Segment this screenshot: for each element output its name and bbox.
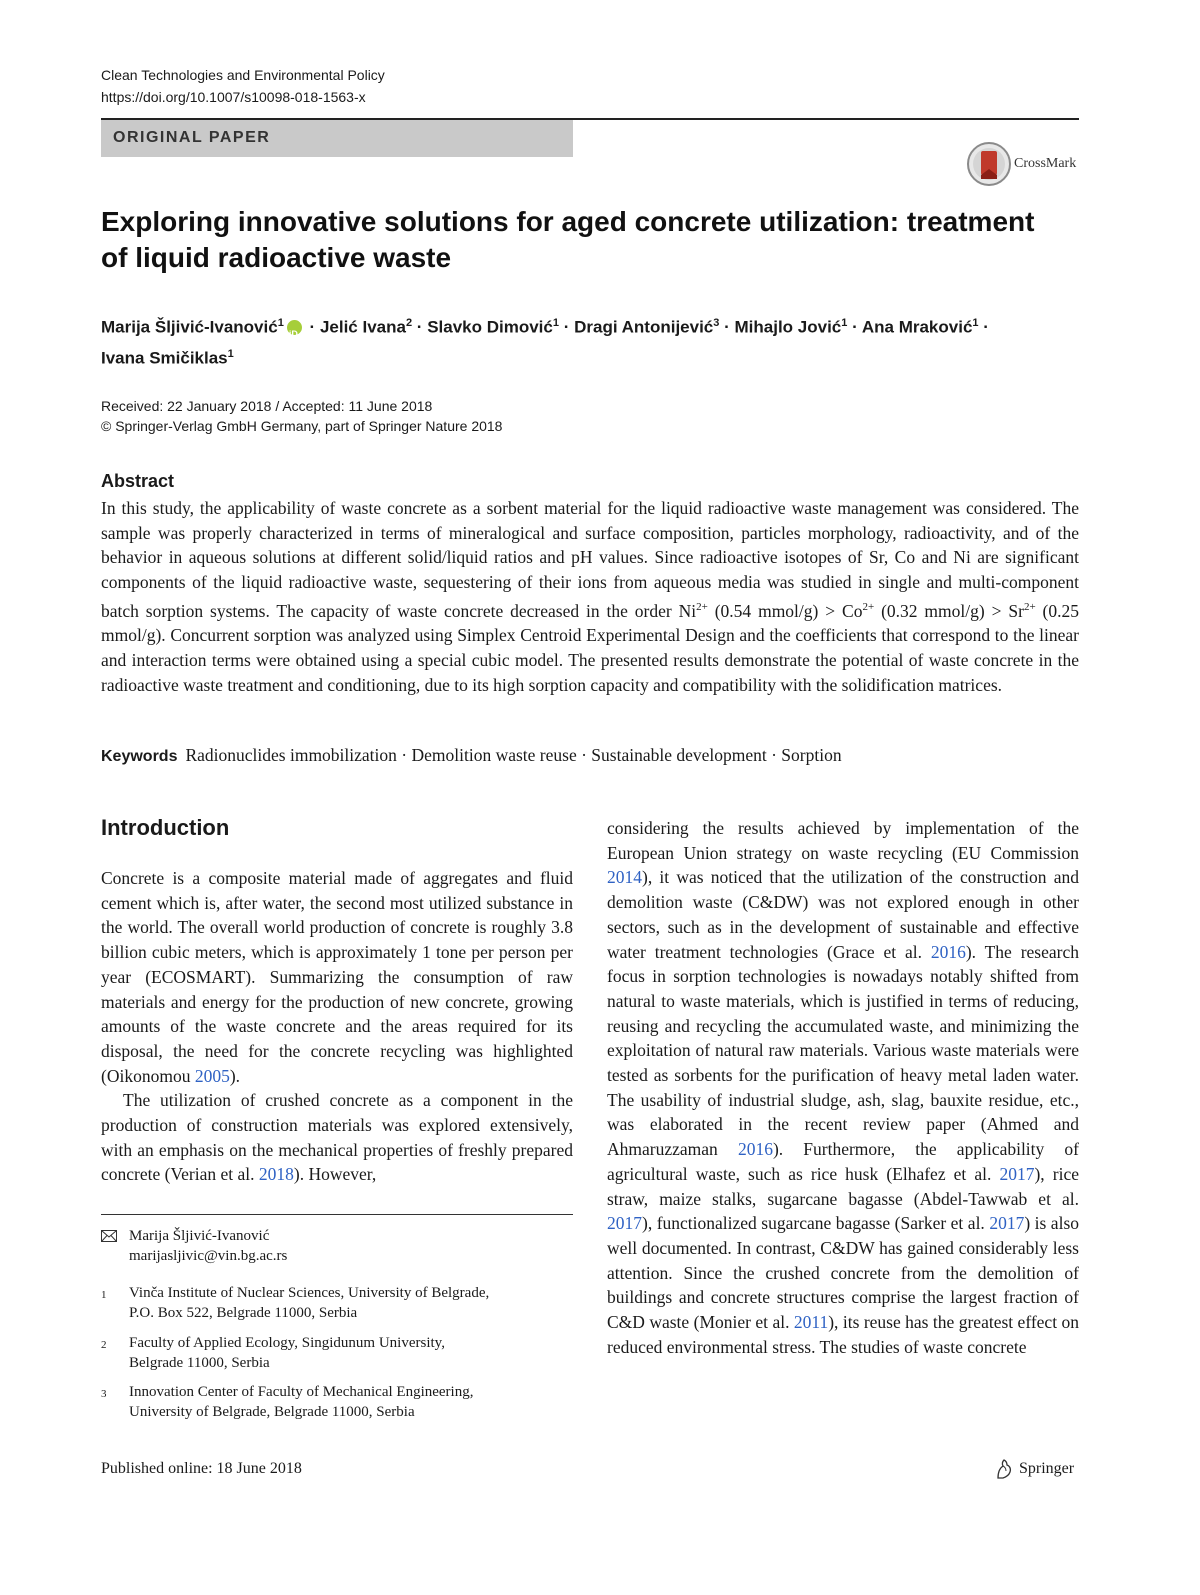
- orcid-icon[interactable]: [287, 320, 302, 335]
- intro-right-column: [607, 816, 1079, 1359]
- author-separator: ·: [558, 317, 575, 337]
- citation-link[interactable]: 2017: [989, 1213, 1025, 1234]
- copyright: © Springer-Verlag GmbH Germany, part of Springer Nature 2018: [101, 418, 503, 434]
- author-separator: ·: [304, 317, 320, 337]
- author-affiliation-mark: 3: [713, 317, 720, 329]
- abstract-text: In this study, the applicability of waste concrete as a sorbent material for the liquid radioactive waste management was considered. The sample was properly characterized in terms of mineralogical and surface composition, particles morphology, radioactivity, and of the behavior in aqueous solutions at different solid/liquid ratios and pH values. Since radioactive isotopes of Sr, Co and Ni are significant components of the liquid radioactive waste, sequestering of their ions from aqueous media was studied in single and multi-component batch sorption systems. The capacity of waste concrete decreased in the order $Ni^{2+}$ (0.54 mmol/g) > $Co^{2+}$ (0.32 mmol/g) > $Sr^{2+}$ (0.25 mmol/g). Concurrent sorption was analyzed using Simplex Centroid Experimental Design and the coefficients that correspond to the linear and interaction terms were obtained using a special cubic model. The presented results demonstrate the potential of waste concrete in the radioactive waste treatment and conditioning, due to its high sorption capacity and compatibility with the solidification matrices.: [101, 498, 1080, 695]
- author-name[interactable]: Mihajlo Jović: [734, 317, 842, 337]
- author-separator: ·: [978, 317, 989, 337]
- received-accepted: Received: 22 January 2018 / Accepted: 11 June 2018: [101, 398, 433, 414]
- springer-logo: [994, 1458, 1084, 1482]
- author-affiliation-mark: 1: [552, 317, 559, 329]
- author-affiliation-mark: 1: [841, 317, 848, 329]
- keywords-label: Keywords: [101, 748, 178, 765]
- author-name[interactable]: Jelić Ivana: [319, 317, 406, 337]
- author-affiliation-mark: 1: [972, 317, 979, 329]
- author-separator: ·: [847, 317, 862, 337]
- doi-link[interactable]: https://doi.org/10.1007/s10098-018-1563-x: [101, 89, 366, 105]
- author-name[interactable]: Slavko Dimović: [427, 317, 553, 337]
- contact-email[interactable]: marijasljivic@vin.bg.ac.rs: [129, 1248, 288, 1264]
- citation-link[interactable]: 2016: [737, 1139, 773, 1160]
- author-name[interactable]: Ivana Smičiklas: [101, 348, 228, 368]
- publisher-name: Springer: [1019, 1460, 1075, 1477]
- author-name[interactable]: Ana Mraković: [861, 317, 973, 337]
- intro-left-column: [101, 866, 573, 1187]
- citation-link[interactable]: 2016: [930, 941, 966, 962]
- citation-link[interactable]: 2011: [793, 1312, 829, 1333]
- affiliation-2: 2 Faculty of Applied Ecology, Singidunum University, Belgrade 11000, Serbia: [101, 1335, 445, 1371]
- affiliation-1: 1 Vinča Institute of Nuclear Sciences, University of Belgrade, P.O. Box 522, Belgrade 11000, Serbia: [101, 1285, 490, 1321]
- author-name[interactable]: Marija Šljivić-Ivanović: [101, 317, 278, 337]
- author-affiliation-mark: 2: [405, 317, 413, 329]
- keywords: [101, 743, 1079, 769]
- published-date: Published online: 18 June 2018: [101, 1460, 302, 1477]
- abstract-heading: Abstract: [101, 471, 175, 491]
- author-affiliation-mark: 1: [277, 317, 284, 329]
- corresponding-author: [101, 1226, 573, 1268]
- intro-paragraph-2: The utilization of crushed concrete as a component in the production of construction materials was explored extensively, with an emphasis on the mechanical properties of freshly prepared concrete (Verian et al. 2018). However,: [101, 1090, 573, 1185]
- author-name[interactable]: Dragi Antonijević: [574, 317, 714, 337]
- crossmark-icon: [966, 141, 1012, 187]
- paper-title: Exploring innovative solutions for aged concrete utilization: treatment of liquid radioactive waste: [101, 206, 1035, 273]
- keywords-text: Radionuclides immobilization · Demolition waste reuse · Sustainable development · Sorption: [185, 745, 842, 765]
- author-separator: ·: [412, 317, 428, 337]
- citation-link[interactable]: 2014: [607, 867, 642, 888]
- citation-link[interactable]: 2018: [258, 1164, 294, 1185]
- intro-paragraph-1: Concrete is a composite material made of aggregates and fluid cement which is, after water, the second most utilized substance in the world. The overall world production of concrete is roughly 3.8 billion cubic meters, which is approximately 1 tone per person per year (ECOSMART). Summarizing the consumption of raw materials and energy for the production of new concrete, growing amounts of the waste concrete and the areas required for its disposal, the need for the concrete recycling was highlighted (Oikonomou 2005).: [101, 868, 573, 1086]
- intro-paragraph-3: considering the results achieved by implementation of the European Union strategy on waste recycling (EU Commission 2014), it was noticed that the utilization of the construction and demolition waste (C&DW) was not explored enough in other sectors, such as in the development of sustainable and effective water treatment technologies (Grace et al. 2016). The research focus in sorption technologies is nowadays notably shifted from natural to waste materials, which is justified in terms of reducing, reusing and recycling the accumulated waste, and minimizing the exploitation of natural raw materials. Various waste materials were tested as sorbents for the purification of heavy metal laden water. The usability of industrial sludge, ash, slag, bauxite residue, etc., was elaborated in the recent review paper (Ahmed and Ahmaruzzaman 2016). Furthermore, the applicability of agricultural waste, such as rice husk (Elhafez et al. 2017), rice straw, maize stalks, sugarcane bagasse (Abdel-Tawwab et al. 2017), functionalized sugarcane bagasse (Sarker et al. 2017) is also well documented. In contrast, C&DW has gained considerably less attention. Since the crushed concrete from the demolition of buildings and concrete structures comprise the largest fraction of C&D waste (Monier et al. 2011), its reuse has the greatest effect on reduced environmental stress. The studies of waste concrete: [607, 818, 1080, 1357]
- journal-header: [101, 64, 385, 108]
- affiliation-3: 3 Innovation Center of Faculty of Mechanical Engineering, University of Belgrade, Belgrade 11000, Serbia: [101, 1384, 474, 1420]
- section-label: ORIGINAL PAPER: [113, 129, 271, 146]
- springer-horse-icon: [994, 1458, 1014, 1480]
- crossmark-badge[interactable]: [966, 141, 1086, 187]
- article-dates: [101, 396, 502, 436]
- citation-link[interactable]: 2017: [999, 1163, 1035, 1184]
- author-list: [101, 310, 1081, 371]
- mail-icon: [101, 1230, 117, 1242]
- footnote-rule: [101, 1214, 573, 1215]
- introduction-heading: Introduction: [101, 815, 230, 840]
- crossmark-label: CrossMark: [1014, 156, 1077, 171]
- citation-link[interactable]: 2005: [194, 1065, 230, 1086]
- contact-name: Marija Šljivić-Ivanović: [129, 1228, 270, 1244]
- author-affiliation-mark: 1: [227, 347, 234, 360]
- citation-link[interactable]: 2017: [607, 1213, 642, 1234]
- journal-name: Clean Technologies and Environmental Policy: [101, 67, 385, 83]
- author-separator: ·: [719, 317, 735, 337]
- section-banner: [101, 120, 573, 157]
